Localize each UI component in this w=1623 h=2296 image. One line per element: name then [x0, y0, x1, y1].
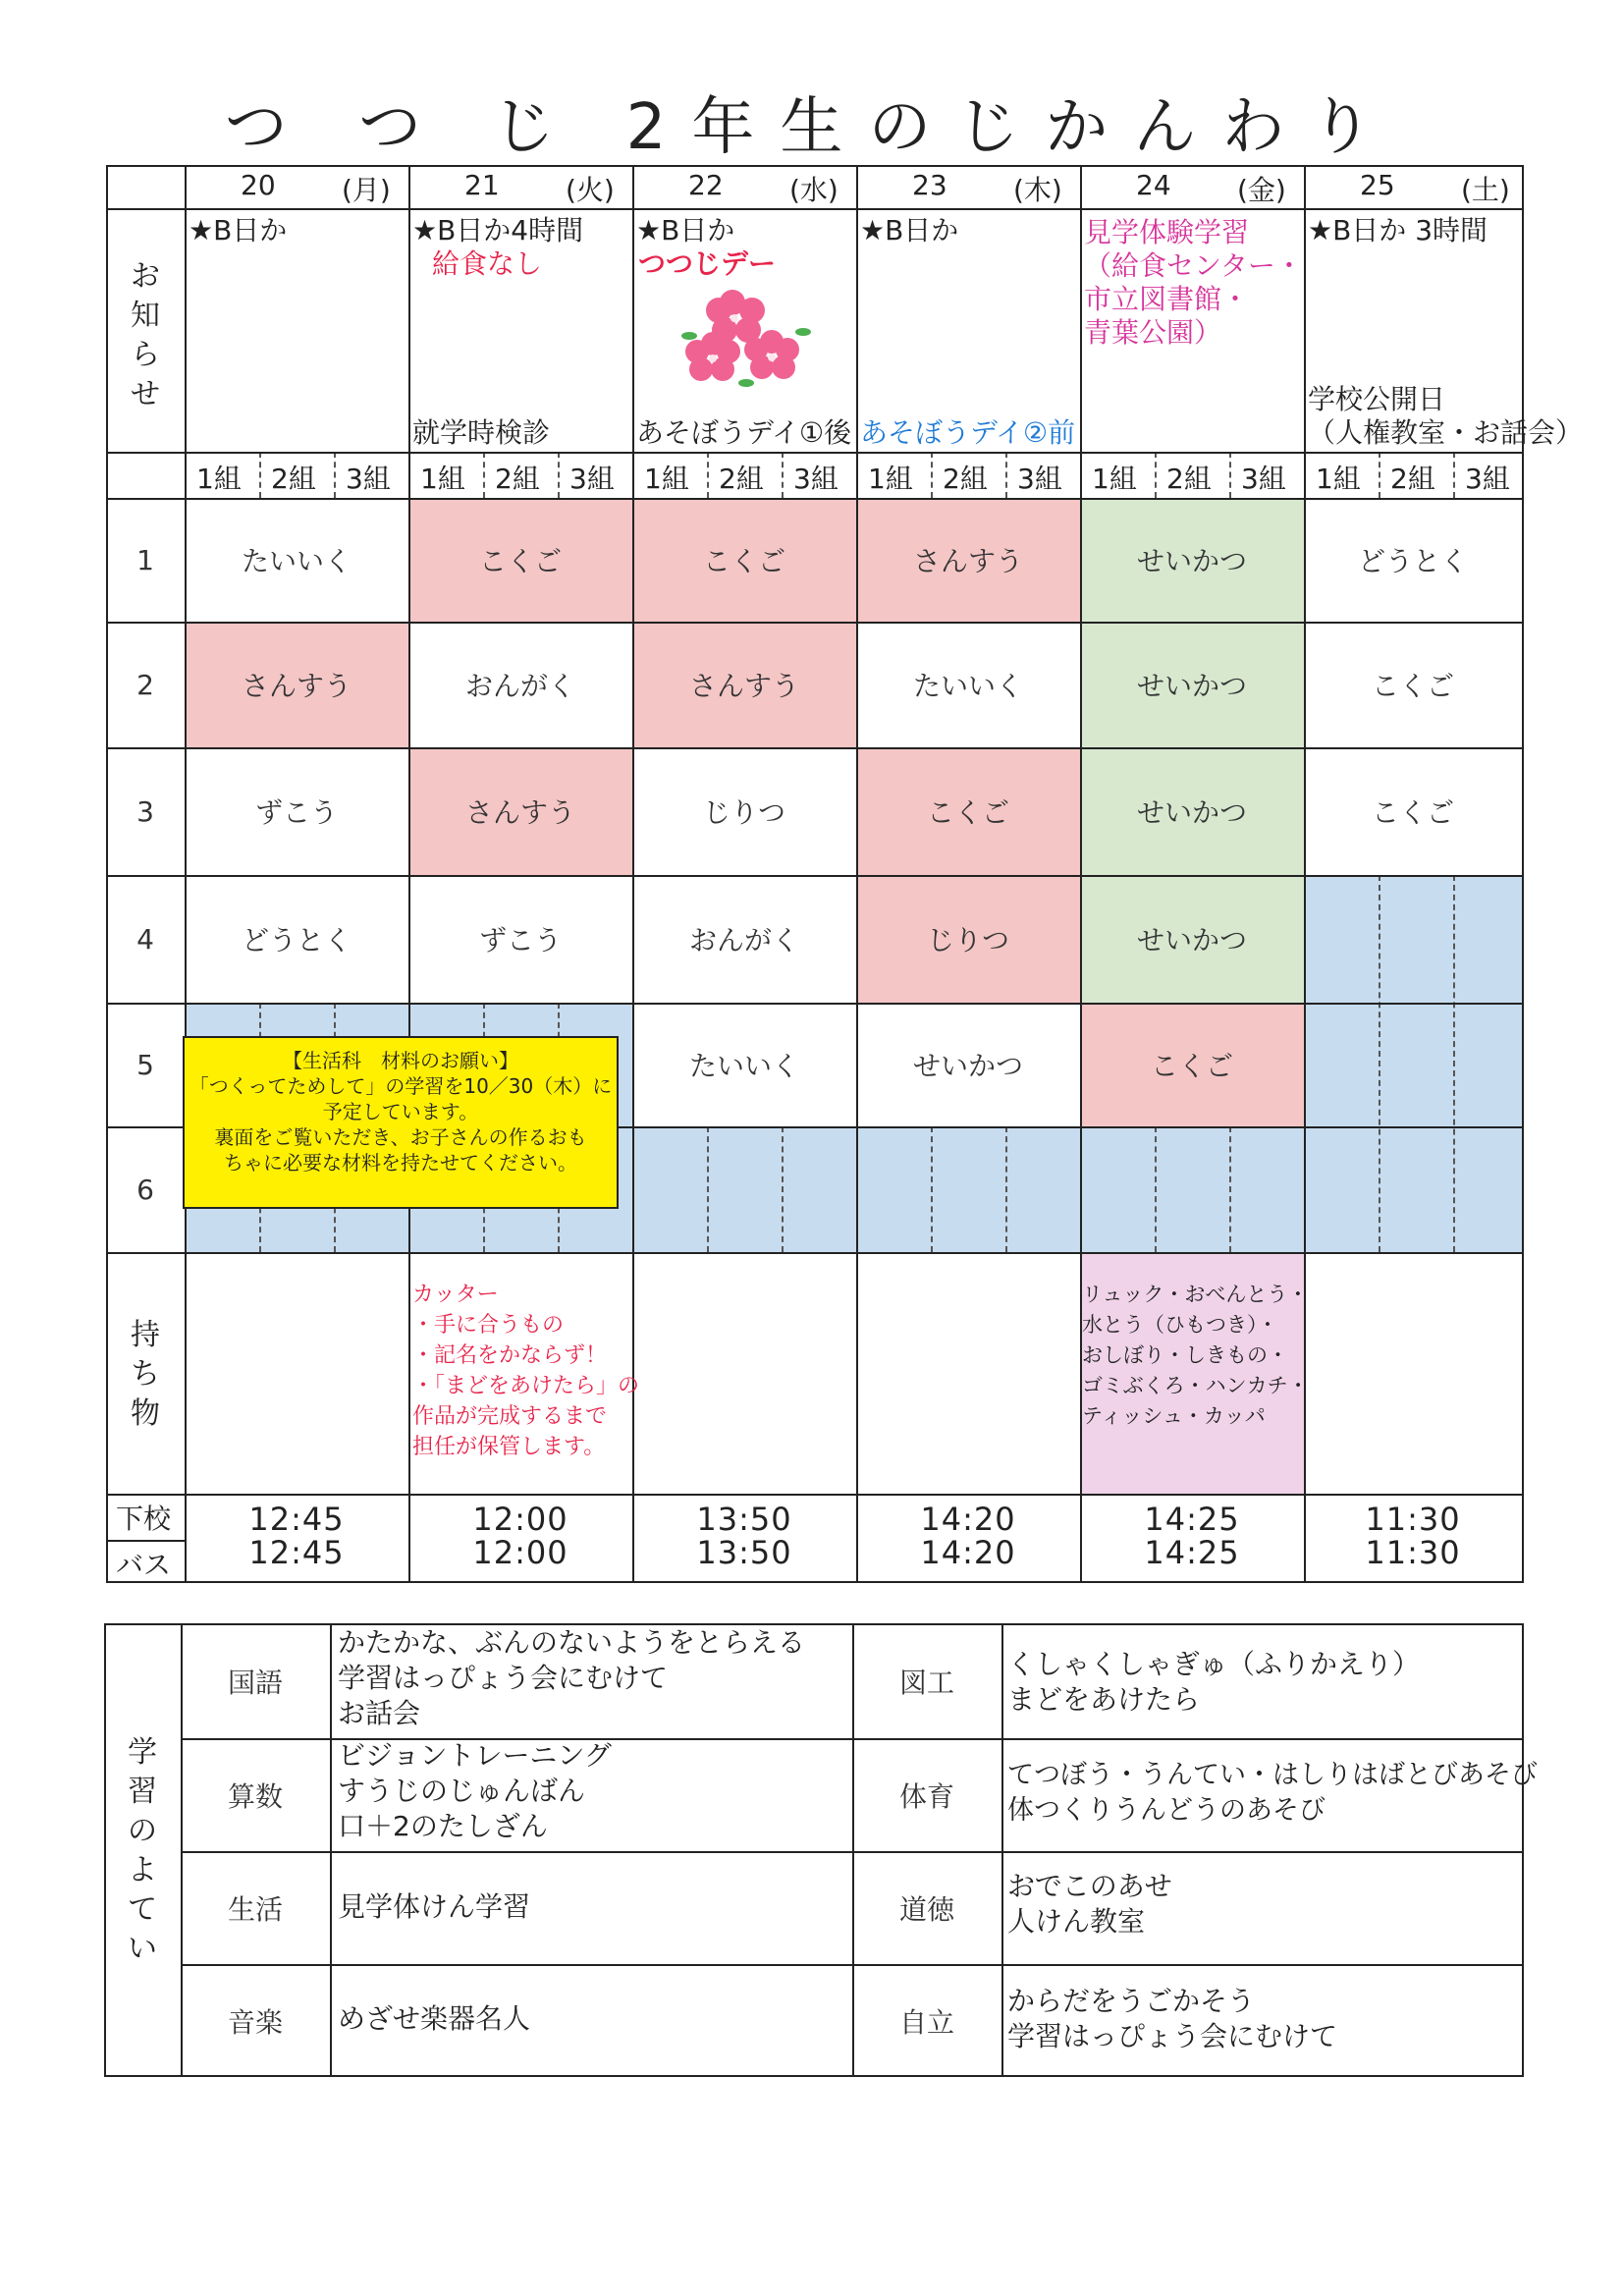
day-of-week: (水) — [789, 174, 839, 206]
notice-label: お 知 ら せ — [131, 259, 160, 411]
subject-cell: こくご — [478, 545, 562, 577]
subject-name: 自立 — [898, 2005, 954, 2039]
subject-cell: ずこう — [254, 796, 338, 829]
notice-mon: ★B日か — [189, 214, 288, 246]
notice-thu: ★B日か — [860, 214, 959, 246]
subject-name: 音楽 — [227, 2005, 283, 2039]
day-date: 21 — [464, 169, 500, 201]
subject-cell: こくご — [1150, 1050, 1233, 1082]
belongings-fri: リュック・おべんとう・ 水とう（ひもつき）・ おしぼり・しきもの・ ゴミぶくろ・ハンカチ・ ティッシュ・カッパ — [1082, 1283, 1309, 1428]
notice-fri: 見学体験学習 （給食センター・ 市立図書館・ 青葉公園） — [1084, 216, 1303, 349]
subject-cell: さんすう — [464, 796, 575, 829]
subject-content: かたかな、ぶんのないようをとらえる 学習はっぴょう会にむけて お話会 — [338, 1626, 806, 1729]
subject-cell: せいかつ — [1136, 924, 1247, 957]
day-of-week: (土) — [1461, 174, 1510, 206]
notice-sat: ★B日か 3時間 — [1308, 214, 1488, 246]
class-label: 2組 — [943, 463, 988, 495]
subject-cell: さんすう — [688, 670, 799, 702]
class-label: 3組 — [1017, 463, 1062, 495]
dismissal-time: 14:20 — [920, 1501, 1016, 1538]
subject-cell: おんがく — [464, 670, 575, 702]
class-label: 3組 — [1465, 463, 1510, 495]
study-plan-label: 学 習 の よ て い — [128, 1735, 157, 1966]
day-date: 22 — [688, 169, 724, 201]
subject-content: ビジョントレーニング すうじのじゅんばん 口＋2のたしざん — [338, 1739, 612, 1842]
dismissal-time: 13:50 — [696, 1501, 792, 1538]
class-label: 2組 — [1166, 463, 1212, 495]
notice-tue-red: 給食なし — [432, 247, 543, 280]
subject-cell: さんすう — [241, 670, 352, 702]
class-label: 1組 — [420, 463, 465, 495]
class-label: 3組 — [1241, 463, 1286, 495]
subject-content: 見学体けん学習 — [338, 1890, 531, 1923]
bus-time: 12:00 — [472, 1534, 568, 1571]
subject-content: めざせ楽器名人 — [338, 2002, 531, 2035]
notice-body: 「つくってためして」の学習を10／30（木）に 予定しています。 裏面をご覧いただき、お子さんの作るおも ちゃに必要な材料を持たせてください。 — [189, 1074, 613, 1175]
subject-cell: こくご — [926, 796, 1009, 829]
subject-cell: じりつ — [702, 796, 785, 829]
notice-tue-bottom: 就学時検診 — [412, 416, 551, 449]
subject-cell: せいかつ — [1136, 670, 1247, 702]
day-date: 20 — [241, 169, 276, 201]
page-title: つ つ じ 2年生のじかんわり — [224, 91, 1399, 164]
subject-cell: こくご — [702, 545, 785, 577]
notice-sat-bottom: 学校公開日 （人権教室・お話会） — [1308, 383, 1584, 449]
class-label: 3組 — [569, 463, 615, 495]
subject-content: くしゃくしゃぎゅ（ふりかえり） まどをあけたら — [1007, 1648, 1421, 1716]
period-number: 5 — [136, 1048, 154, 1081]
day-date: 24 — [1136, 169, 1171, 201]
class-label: 1組 — [868, 463, 913, 495]
class-label: 3組 — [793, 463, 839, 495]
dismissal-time: 14:25 — [1144, 1501, 1240, 1538]
subject-cell: ずこう — [478, 924, 562, 957]
subject-name: 図工 — [898, 1666, 954, 1699]
class-label: 1組 — [196, 463, 242, 495]
period-number: 4 — [136, 922, 154, 956]
notice-wed-bottom: あそぼうデイ①後 — [636, 416, 852, 449]
notice-title: 【生活科 材料のお願い】 — [283, 1049, 518, 1072]
subject-name: 国語 — [227, 1666, 283, 1699]
subject-name: 道徳 — [898, 1892, 954, 1926]
subject-cell: せいかつ — [912, 1050, 1023, 1082]
bus-label: バス — [116, 1549, 172, 1581]
notice-wed-red: つつじデー — [638, 247, 777, 280]
belongings-label: 持 ち 物 — [131, 1318, 160, 1431]
subject-cell: どうとく — [1357, 545, 1468, 577]
period-number: 2 — [136, 668, 154, 701]
class-label: 2組 — [271, 463, 316, 495]
bus-time: 11:30 — [1365, 1534, 1461, 1571]
subject-cell: こくご — [1371, 796, 1454, 829]
period-number: 3 — [136, 794, 154, 828]
dismissal-time: 12:00 — [472, 1501, 568, 1538]
bus-time: 14:20 — [920, 1534, 1016, 1571]
day-of-week: (月) — [342, 174, 391, 206]
dismissal-time: 11:30 — [1365, 1501, 1461, 1538]
subject-content: てつぼう・うんてい・はしりはばとびあそび 体つくりうんどうのあそび — [1007, 1760, 1538, 1826]
subject-cell: せいかつ — [1136, 796, 1247, 829]
belongings-tue: カッター ・手に合うもの ・記名をかならず！ ・「まどをあけたら」の 作品が完成するまで 担任が保管します。 — [412, 1283, 640, 1459]
subject-cell: おんがく — [688, 924, 799, 957]
materials-request-notice — [183, 1036, 619, 1209]
subject-cell: さんすう — [912, 545, 1023, 577]
class-label: 1組 — [644, 463, 689, 495]
day-date: 23 — [912, 169, 947, 201]
period-number: 6 — [136, 1173, 154, 1206]
subject-name: 体育 — [898, 1779, 954, 1813]
subject-cell: どうとく — [241, 924, 352, 957]
class-label: 1組 — [1316, 463, 1361, 495]
class-label: 2組 — [495, 463, 540, 495]
subject-cell: せいかつ — [1136, 545, 1247, 577]
subject-cell: こくご — [1371, 670, 1454, 702]
period-number: 1 — [136, 543, 154, 576]
notice-tue: ★B日か4時間 — [412, 214, 584, 246]
day-of-week: (火) — [566, 174, 615, 206]
dismissal-label: 下校 — [116, 1503, 172, 1535]
subject-cell: たいいく — [241, 545, 352, 577]
subject-cell: たいいく — [688, 1050, 799, 1082]
day-date: 25 — [1360, 169, 1395, 201]
subject-name: 算数 — [227, 1779, 283, 1813]
dismissal-time: 12:45 — [248, 1501, 345, 1538]
subject-content: おでこのあせ 人けん教室 — [1007, 1870, 1172, 1938]
class-label: 2組 — [1390, 463, 1435, 495]
bus-time: 14:25 — [1144, 1534, 1240, 1571]
class-label: 1組 — [1092, 463, 1137, 495]
notice-wed: ★B日か — [636, 214, 735, 246]
class-label: 3組 — [346, 463, 391, 495]
subject-name: 生活 — [227, 1892, 283, 1926]
day-of-week: (木) — [1013, 174, 1062, 206]
day-of-week: (金) — [1237, 174, 1286, 206]
subject-cell: じりつ — [926, 924, 1009, 957]
subject-content: からだをうごかそう 学習はっぴょう会にむけて — [1007, 1985, 1338, 2052]
bus-time: 13:50 — [696, 1534, 792, 1571]
flower-icon — [677, 285, 815, 393]
subject-cell: たいいく — [912, 670, 1023, 702]
bus-time: 12:45 — [248, 1534, 345, 1571]
class-label: 2組 — [719, 463, 764, 495]
notice-thu-bottom: あそぼうデイ②前 — [860, 416, 1076, 449]
